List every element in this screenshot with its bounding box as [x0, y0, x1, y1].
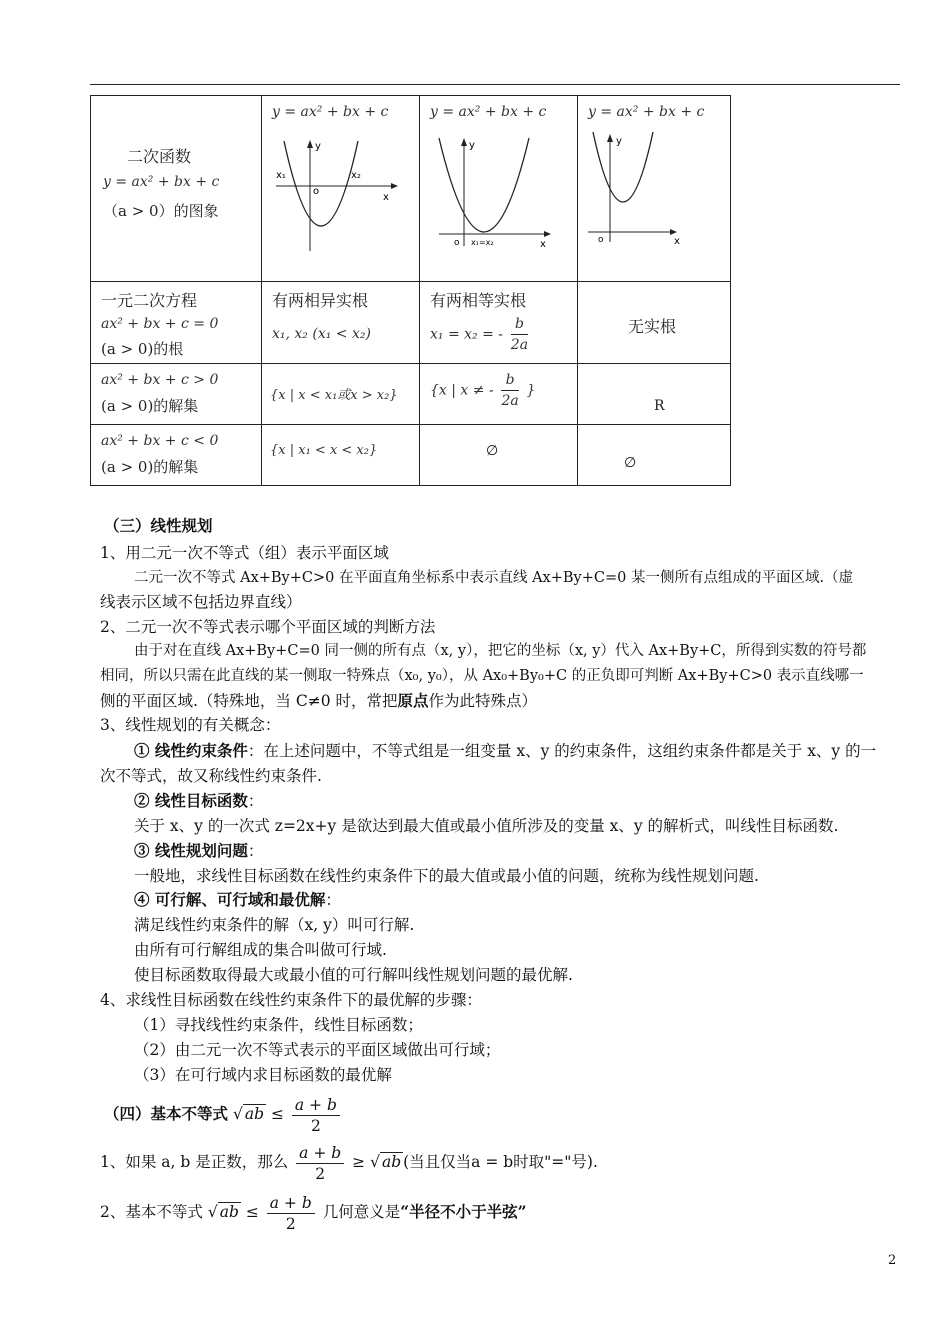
- row4-c2-cell: [420, 425, 578, 486]
- text-p2-frac-num: a + b: [267, 1193, 315, 1214]
- text-l4: 2、二元一次不等式表示哪个平面区域的判断方法: [100, 618, 436, 636]
- row3-c2: [430, 370, 535, 411]
- graph3-y-arrow: [607, 134, 613, 142]
- section-4-rad: ab: [244, 1105, 265, 1123]
- row2-label-2: ax² + bx + c = 0: [101, 316, 219, 332]
- row2-c2-num: b: [511, 314, 528, 335]
- graph3-header: y = ax² + bx + c: [588, 104, 705, 120]
- graph1-cell: [262, 96, 420, 282]
- text-l3: 线表示区域不包括边界直线）: [100, 593, 302, 611]
- row2-c2-expr-left: x₁ = x₂ = -: [430, 326, 504, 343]
- row2-c1-title: 有两相异实根: [272, 291, 369, 310]
- graph2-header: y = ax² + bx + c: [430, 104, 547, 120]
- graph3-x-label: x: [674, 236, 680, 247]
- text-p1-frac-num: a + b: [296, 1143, 344, 1164]
- text-l10: 次不等式，故又称线性约束条件.: [100, 767, 322, 785]
- text-p2a: 2、基本不等式: [100, 1203, 203, 1221]
- text-l19: 4、求线性目标函数在线性约束条件下的最优解的步骤：: [100, 991, 482, 1009]
- text-p1-sqrt: √ ab: [370, 1153, 402, 1171]
- graph2-parabola: [439, 138, 529, 232]
- graph1-header: y = ax² + bx + c: [272, 104, 389, 120]
- text-p2-rad: ab: [219, 1203, 239, 1221]
- graph2-y-arrow: [461, 138, 467, 146]
- row1-label-2: y = ax² + bx + c: [103, 174, 220, 190]
- text-p1-rad: ab: [381, 1153, 402, 1171]
- row3-c2-frac: [501, 370, 518, 411]
- row3-label-1: ax² + bx + c > 0: [101, 372, 219, 388]
- row3-c2-cell: [420, 364, 578, 425]
- row4-c1: {x | x₁ < x < x₂}: [270, 443, 378, 458]
- text-l11b: ：: [247, 792, 264, 810]
- text-l22: （3）在可行域内求目标函数的最优解: [134, 1066, 392, 1084]
- row2-c2-frac: [511, 314, 528, 355]
- row3-label-2: (a > 0)的解集: [101, 397, 199, 415]
- row3-c3: R: [654, 398, 665, 414]
- text-p2: [100, 1190, 527, 1234]
- text-l7c: 作为此特殊点）: [428, 692, 538, 710]
- text-p1a: 1、如果 a, b 是正数，那么: [100, 1153, 289, 1171]
- quadratic-table: [90, 95, 731, 486]
- section-4-frac: [292, 1095, 340, 1136]
- row3-c3-cell: [578, 364, 731, 425]
- graph2-x-arrow: [544, 231, 551, 237]
- row4-c3: ∅: [624, 455, 637, 471]
- row4-label-cell: [91, 425, 262, 486]
- graph1-x1-label: x₁: [276, 170, 286, 181]
- graph2-x-label: x: [540, 239, 546, 250]
- text-l6: 相同，所以只需在此直线的某一侧取一特殊点（x₀, y₀），从 Ax₀+By₀+C 的正负即可判断 Ax+By+C>0 表示直线哪一: [100, 668, 864, 684]
- row4-c1-cell: [262, 425, 420, 486]
- row2-c2-cell: [420, 282, 578, 364]
- text-l9: [134, 740, 876, 762]
- graph3-parabola: [593, 132, 653, 202]
- text-p2-sqrt: √ ab: [207, 1203, 239, 1221]
- text-p1-frac-den: 2: [315, 1164, 326, 1183]
- graph1-origin-label: o: [313, 186, 320, 197]
- graph1-parabola: [284, 141, 358, 226]
- graph2-cell: [420, 96, 578, 282]
- row4-c3-cell: [578, 425, 731, 486]
- text-p2-le: ≤: [245, 1203, 259, 1221]
- text-l12: 关于 x、y 的一次式 z=2x+y 是欲达到最大值或最小值所涉及的变量 x、y 的解析式，叫线性目标函数.: [134, 817, 839, 835]
- graph1-y-arrow: [307, 140, 313, 148]
- text-l13b: ：: [247, 842, 264, 860]
- graph3-cell: [578, 96, 731, 282]
- row4-label-2: (a > 0)的解集: [101, 458, 199, 476]
- graph2-root-label: x₁=x₂: [471, 238, 494, 247]
- graph1-two-roots: [276, 136, 406, 256]
- row1-label-1: 二次函数: [127, 147, 192, 166]
- text-l17: 由所有可行解组成的集合叫做可行域.: [134, 941, 387, 959]
- text-l7a: 侧的平面区域.（特殊地，当 C≠0 时，常把: [100, 692, 398, 710]
- text-l15: [134, 889, 341, 911]
- row2-label-1: 一元二次方程: [101, 291, 198, 310]
- row2-c2-title: 有两相等实根: [430, 291, 527, 310]
- text-l13: [134, 840, 263, 862]
- text-l7b: 原点: [397, 691, 429, 710]
- section-4-heading: [104, 1092, 343, 1136]
- section-4-sqrt: √ ab: [232, 1105, 265, 1123]
- text-l18: 使目标函数取得最大或最小值的可行解叫线性规划问题的最优解.: [134, 966, 573, 984]
- text-p1-frac: [296, 1143, 344, 1184]
- text-l5: 由于对在直线 Ax+By+C=0 同一侧的所有点（x, y），把它的坐标（x, y）代入 Ax+By+C，所得到实数的符号都: [134, 643, 867, 659]
- text-p2-frac-den: 2: [285, 1214, 296, 1233]
- text-l1: 1、用二元一次不等式（组）表示平面区域: [100, 544, 389, 562]
- row3-c1: {x | x < x₁或x > x₂}: [270, 388, 398, 403]
- text-l15a: ④ 可行解、可行域和最优解: [134, 890, 326, 909]
- text-p2-frac: [267, 1193, 315, 1234]
- row2-c2-expr: [430, 314, 531, 355]
- text-l11: [134, 790, 263, 812]
- row2-c1-expr: x₁, x₂ (x₁ < x₂): [272, 326, 371, 342]
- text-l11a: ② 线性目标函数: [134, 791, 248, 810]
- text-l9a: ① 线性约束条件: [134, 741, 248, 760]
- text-l2: 二元一次不等式 Ax+By+C>0 在平面直角坐标系中表示直线 Ax+By+C=0 某一侧所有点组成的平面区域.（虚: [134, 570, 854, 586]
- text-l8: 3、线性规划的有关概念：: [100, 716, 281, 734]
- row2-c3-cell: [578, 282, 731, 364]
- graph1-y-label: y: [315, 141, 321, 152]
- page-number: 2: [888, 1253, 897, 1268]
- row3-c1-cell: [262, 364, 420, 425]
- graph2-origin-label: o: [454, 238, 460, 248]
- row3-c2-num: b: [501, 370, 518, 391]
- text-l13a: ③ 线性规划问题: [134, 841, 248, 860]
- text-l14: 一般地，求线性目标函数在线性约束条件下的最大值或最小值的问题，统称为线性规划问题.: [134, 867, 759, 885]
- graph2-y-label: y: [469, 140, 475, 151]
- text-l15b: ：: [325, 891, 341, 909]
- row2-c3: 无实根: [628, 317, 677, 336]
- row4-c2: ∅: [486, 443, 499, 459]
- text-p2c: “半径不小于半弦”: [400, 1202, 527, 1221]
- graph1-x-arrow: [391, 183, 398, 189]
- text-l16: 满足线性约束条件的解（x, y）叫可行解.: [134, 916, 415, 934]
- graph3-origin-label: o: [598, 235, 604, 245]
- row3-label-cell: [91, 364, 262, 425]
- row3-c2-right: }: [526, 382, 536, 399]
- row2-c1-cell: [262, 282, 420, 364]
- text-l7: [100, 690, 537, 712]
- text-p1-tail: (当且仅当a = b时取"="号).: [403, 1153, 598, 1171]
- section-3-heading: （三）线性规划: [104, 516, 213, 535]
- text-l9b: ：在上述问题中，不等式组是一组变量 x、y 的约束条件，这组约束条件都是关于 x、y 的一: [247, 742, 877, 760]
- row3-c2-left: {x | x ≠ -: [430, 382, 494, 399]
- row2-c2-den: 2a: [510, 337, 529, 353]
- section-4-title: （四）基本不等式: [104, 1104, 229, 1123]
- row4-label-1: ax² + bx + c < 0: [101, 433, 219, 449]
- header-rule: [90, 84, 900, 85]
- graph1-x-label: x: [383, 192, 389, 203]
- row2-label-3: (a > 0)的根: [101, 340, 184, 358]
- graph1-x2-label: x₂: [351, 170, 361, 181]
- graph3-y-label: y: [616, 136, 622, 147]
- row1-label-cell: [91, 96, 262, 282]
- text-p1: [100, 1140, 598, 1184]
- text-l21: （2）由二元一次不等式表示的平面区域做出可行域；: [134, 1041, 501, 1059]
- graph2-double-root: [434, 136, 564, 256]
- row1-label-3: （a > 0）的图象: [103, 202, 219, 220]
- text-p1-ge: ≥: [352, 1153, 366, 1171]
- text-l20: （1）寻找线性约束条件，线性目标函数；: [134, 1016, 423, 1034]
- text-p2b: 几何意义是: [322, 1203, 401, 1221]
- graph3-x-arrow: [670, 229, 677, 235]
- row2-label-cell: [91, 282, 262, 364]
- row3-c2-den: 2a: [501, 393, 519, 409]
- section-4-frac-num: a + b: [292, 1095, 340, 1116]
- graph3-no-root: [588, 132, 718, 252]
- section-4-le: ≤: [270, 1105, 284, 1123]
- section-4-frac-den: 2: [310, 1116, 321, 1135]
